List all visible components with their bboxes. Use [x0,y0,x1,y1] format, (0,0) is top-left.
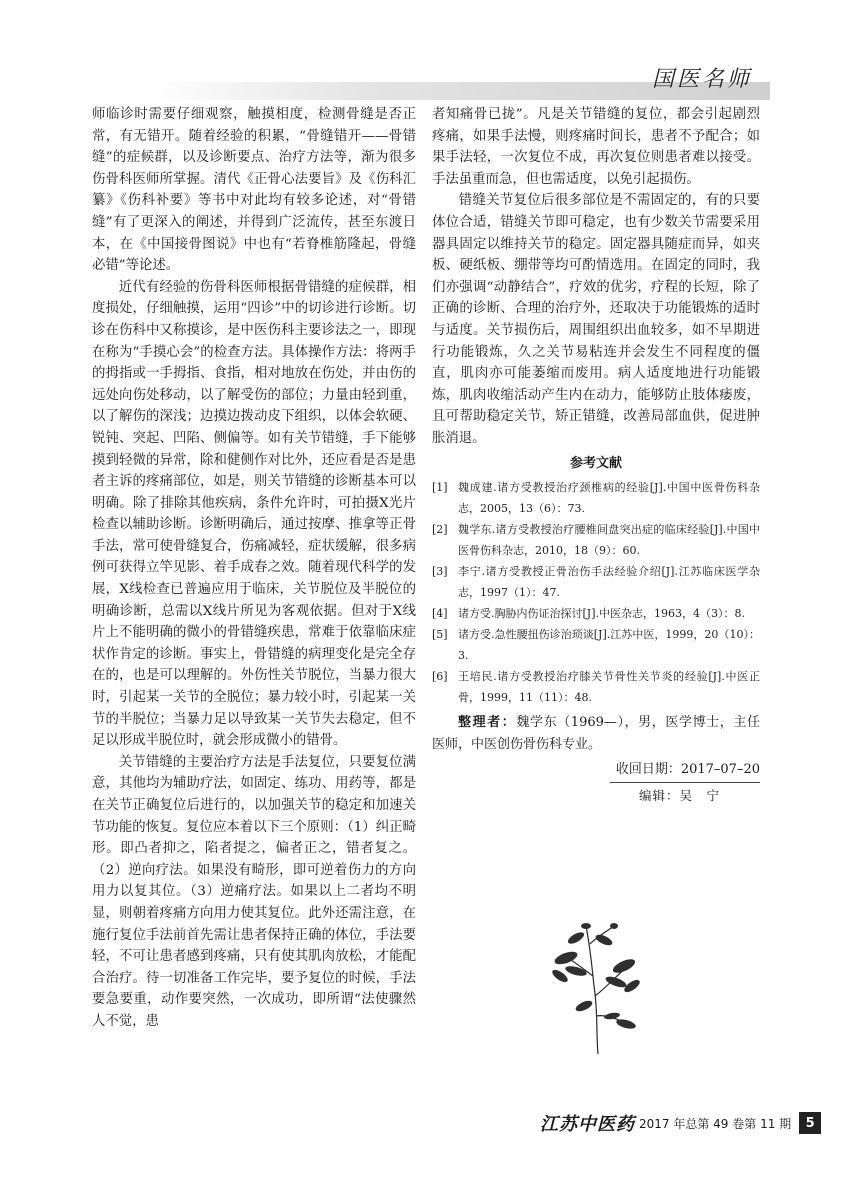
reference-item [432,666,760,708]
paragraph: 近代有经验的伤骨科医师根据骨错缝的症候群，相度损处，仔细触摸，运用“四诊”中的切诊进行诊断。切诊在伤科中又称摸诊，是中医伤科主要诊法之一，即现在称为“手摸心会”的检查方法。具体操作方法：将两手的拇指或一手拇指、食指，相对地放在伤处，并由伤的远处向伤处移动，以了解受伤的部位；力量由轻到重，以了解伤的深浅；边摸边拨动皮下组织，以体会软硬、锐钝、突起、凹陷、侧偏等。如有关节错缝，手下能够摸到轻微的异常，除和健侧作对比外，还应看是否是患者主诉的疼痛部位，如是，则关节错缝的诊断基本可以明确。除了排除其他疾病，条件允许时，可拍摄X光片检查以辅助诊断。诊断明确后，通过按摩、推拿等正骨手法，常可使骨缝复合，伤痛减轻，症状缓解，很多病例可获得立竿见影、着手成春之效。随着现代科学的发展，X线检查已普遍应用于临床，关节脱位及半脱位的明确诊断，总需以X线片所见为客观依据。但对于X线片上不能明确的微小的骨错缝疾患，常难于依靠临床症状作肯定的诊断。事实上，骨错缝的病理变化是完全存在的，也是可以理解的。外伤性关节脱位，当暴力很大时，引起某一关节的全脱位；暴力较小时，引起某一关节的半脱位；当暴力足以导致某一关节失去稳定，但不足以形成半脱位时，就会形成微小的错骨。 [92,279,416,749]
left-column [92,104,416,1033]
page-footer [540,1112,821,1134]
reference-item [432,519,760,561]
reference-text: 魏成建.诸方受教授治疗颈椎病的经验[J].中国中医骨伤科杂志，2005，13（6）：73. [458,480,760,515]
reference-item [432,477,760,519]
reference-number: [5] [432,627,448,641]
reference-text: 魏学东.诸方受教授治疗腰椎间盘突出症的临床经验[J].中国中医骨伤科杂志，2010，18（9）：60. [458,522,760,557]
references-title: 参考文献 [569,455,622,471]
issue-info: 2017 年总第 49 卷第 11 期 [639,1116,792,1131]
reference-item [432,624,760,666]
reference-text: 诸方受.胸胁内伤证治探讨[J].中医杂志，1963，4（3）：8. [458,606,745,620]
plant-illustration-icon [546,916,646,1056]
editor-info-label: 整理者： [458,714,517,730]
reference-number: [3] [432,564,448,578]
reference-number: [1] [432,480,448,494]
reference-number: [4] [432,606,448,620]
references-list [432,477,760,708]
right-column [432,104,760,809]
reference-item [432,561,760,603]
reference-text: 李宁.诸方受教授正骨治伤手法经验介绍[J].江苏临床医学杂志，1997（1）：47. [458,564,760,599]
journal-name: 江苏中医药 [540,1114,635,1135]
paragraph: 者知痛骨已拢”。凡是关节错缝的复位，都会引起剧烈疼痛，如果手法慢，则疼痛时间长，患者不予配合；如果手法轻，一次复位不成，再次复位则患者难以接受。手法虽重而急，但也需适度，以免引起损伤。 [432,107,760,187]
reference-number: [2] [432,522,448,536]
paragraph: 错缝关节复位后很多部位是不需固定的，有的只要体位合适，错缝关节即可稳定，也有少数关节需要采用器具固定以维持关节的稳定。固定器具随症而异，如夹板、硬纸板、绷带等均可酌情选用。在固定的同时，我们亦强调“动静结合”，疗效的优劣，疗程的长短，除了正确的诊断、合理的治疗外，还取决于功能锻炼的适时与适度。关节损伤后，周围组织出血较多，如不早期进行功能锻炼，久之关节易粘连并会发生不同程度的僵直，肌肉亦可能萎缩而废用。病人适度地进行功能锻炼，肌肉收缩活动产生内在动力，能够防止肢体痿废，且可帮助稳定关节，矫正错缝，改善局部血供，促进肿胀消退。 [432,193,760,446]
paragraph: 师临诊时需要仔细观察，触摸相度，检测骨缝是否正常，有无错开。随着经验的积累，“骨缝错开——骨错缝”的症候群，以及诊断要点、治疗方法等，渐为很多伤骨科医师所掌握。清代《正骨心法要旨》及《伤科汇纂》《伤科补要》等书中对此均有较多论述，对“骨错缝”有了更深入的阐述，并得到广泛流传，甚至东渡日本，在《中国接骨图说》中也有“若脊椎筋隆起，骨缝必错”等论述。 [92,107,416,274]
reference-text: 王培民.诸方受教授治疗膝关节骨性关节炎的经验[J].中医正骨，1999，11（11）：48. [458,669,760,704]
editor-name: 编辑：吴 宁 [638,787,720,803]
editor-info [432,712,760,756]
column-title: 国医名师 [651,67,752,92]
page-number: 5 [799,1112,821,1134]
received-date: 收回日期：2017–07–20 [615,761,760,777]
reference-number: [6] [432,669,448,683]
editor-info-text: 魏学东（1969—），男，医学博士，主任医师，中医创伤骨伤科专业。 [432,714,760,752]
reference-item [432,603,760,624]
reference-text: 诸方受.急性腰扭伤诊治琐谈[J].江苏中医，1999，20（10）：3. [458,627,760,662]
paragraph: 关节错缝的主要治疗方法是手法复位，只要复位满意，其他均为辅助疗法，如固定、练功、用药等，都是在关节正确复位后进行的，以加强关节的稳定和加速关节功能的恢复。复位应本着以下三个原则：（1）纠正畸形。即凸者抑之，陷者提之，偏者正之，错者复之。（2）逆向疗法。如果没有畸形，即可逆着伤力的方向用力以复其位。（3）逆痛疗法。如果以上二者均不明显，则朝着疼痛方向用力使其复位。此外还需注意，在施行复位手法前首先需让患者保持正确的体位，手法要轻，不可让患者感到疼痛，只有使其肌肉放松，才能配合治疗。待一切准备工作完毕，要予复位的时候，手法要急要重，动作要突然，一次成功，即所谓“法使骤然人不觉，患 [92,754,416,1029]
